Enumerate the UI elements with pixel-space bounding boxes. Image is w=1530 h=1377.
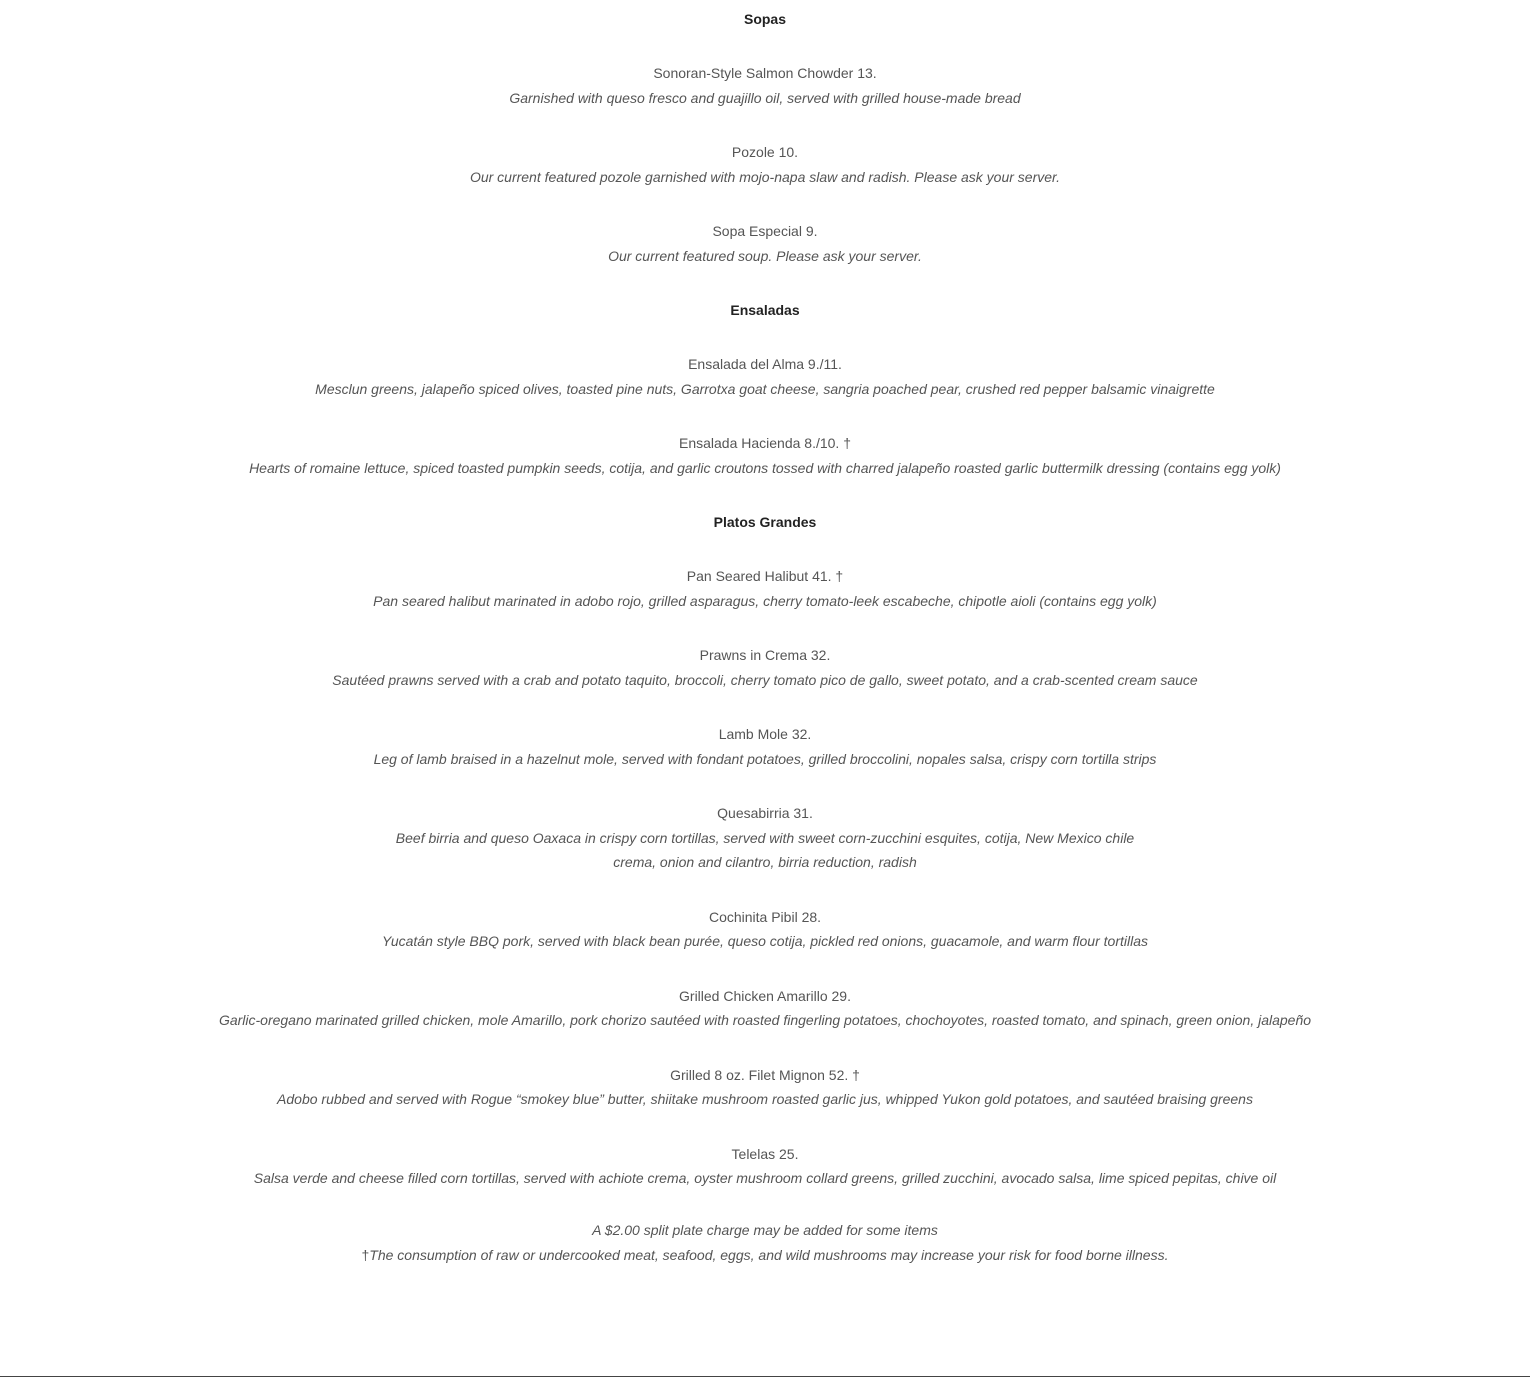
- description-line: Garnished with queso fresco and guajillo oil, served with grilled house-made bread: [509, 89, 1021, 106]
- menu-item: [0, 140, 1530, 189]
- menu-item-description: [0, 456, 1530, 481]
- menu-item-description: [0, 668, 1530, 693]
- description-line: Sautéed prawns served with a crab and potato taquito, broccoli, cherry tomato pico de gallo, sweet potato, and a crab-scented cream sauce: [332, 671, 1198, 688]
- description-line: Garlic-oregano marinated grilled chicken, mole Amarillo, pork chorizo sautéed with roasted fingerling potatoes, chochoyotes, roasted tomato, and spinach, green onion, jalapeño: [218, 1012, 1312, 1028]
- menu-item: [0, 905, 1530, 954]
- menu-item-description: [0, 747, 1530, 772]
- menu-item: [0, 1142, 1530, 1191]
- menu-item-title: Sopa Especial 9.: [712, 223, 818, 239]
- menu-item-title: Sonoran-Style Salmon Chowder 13.: [653, 65, 877, 81]
- menu-item-title: Telelas 25.: [731, 1145, 799, 1162]
- section-heading: Sopas: [743, 11, 786, 27]
- menu-item: [0, 984, 1530, 1033]
- footer-notes: [0, 1218, 1530, 1267]
- menu-item-description: [0, 165, 1530, 190]
- description-line: Salsa verde and cheese filled corn tortillas, served with achiote crema, oyster mushroom collard greens, grilled zucchini, avocado salsa, lime spiced pepitas, chive oil: [253, 1170, 1277, 1186]
- section-heading: Platos Grandes: [713, 514, 817, 530]
- description-line: Adobo rubbed and served with Rogue “smokey blue” butter, shiitake mushroom roasted garlic jus, whipped Yukon gold potatoes, and sautéed braising greens: [277, 1091, 1253, 1107]
- menu-item-title: Lamb Mole 32.: [718, 726, 812, 742]
- description-line: Mesclun greens, jalapeño spiced olives, toasted pine nuts, Garrotxa goat cheese, sangria poached pear, crushed red pepper balsamic vinaigrette: [315, 380, 1215, 397]
- menu-item-description: [0, 1166, 1530, 1191]
- consumption-warning-text: The consumption of raw or undercooked meat, seafood, eggs, and wild mushrooms may increase your risk for food borne illness.: [369, 1246, 1169, 1263]
- menu-item-title: Quesabirria 31.: [717, 805, 813, 821]
- menu-item-title: Ensalada Hacienda 8./10. †: [678, 435, 851, 451]
- menu-item-title: Grilled Chicken Amarillo 29.: [679, 987, 851, 1004]
- menu-item-description: [0, 826, 1530, 875]
- menu-item: [0, 722, 1530, 771]
- menu-item: [0, 352, 1530, 401]
- section-heading: Ensaladas: [730, 302, 800, 318]
- menu-item: [0, 564, 1530, 613]
- menu-item-title: Pan Seared Halibut 41. †: [686, 568, 844, 584]
- menu-item-description: [0, 1087, 1530, 1112]
- menu-item-description: [0, 244, 1530, 269]
- description-line: crema, onion and cilantro, birria reduction, radish: [613, 854, 917, 870]
- menu-item-description: [0, 589, 1530, 614]
- menu-item-title: Ensalada del Alma 9./11.: [688, 356, 842, 372]
- menu-item-description: [0, 1008, 1530, 1033]
- menu-item-description: [0, 377, 1530, 402]
- description-line: Hearts of romaine lettuce, spiced toasted pumpkin seeds, cotija, and garlic croutons tossed with charred jalapeño roasted garlic buttermilk dressing (contains egg yolk): [249, 459, 1281, 476]
- consumption-warning: [0, 1243, 1530, 1268]
- menu-item-title: Grilled 8 oz. Filet Mignon 52. †: [670, 1066, 860, 1083]
- dagger-symbol: †: [361, 1246, 370, 1263]
- menu-item: [0, 643, 1530, 692]
- menu-item: [0, 1063, 1530, 1112]
- menu: [0, 7, 1530, 1221]
- description-line: Yucatán style BBQ pork, served with black bean purée, queso cotija, pickled red onions, guacamole, and warm flour tortillas: [382, 933, 1148, 949]
- description-line: Leg of lamb braised in a hazelnut mole, served with fondant potatoes, grilled broccolini, nopales salsa, crispy corn tortilla strips: [373, 750, 1157, 767]
- menu-item-title: Pozole 10.: [731, 144, 799, 160]
- menu-item-title: Prawns in Crema 32.: [699, 647, 831, 663]
- menu-item: [0, 431, 1530, 480]
- menu-item-description: [0, 929, 1530, 954]
- description-line: Beef birria and queso Oaxaca in crispy corn tortillas, served with sweet corn-zucchini esquites, cotija, New Mexico chile: [395, 829, 1135, 846]
- description-line: Our current featured soup. Please ask your server.: [608, 247, 922, 264]
- menu-item: [0, 219, 1530, 268]
- menu-item: [0, 801, 1530, 875]
- menu-item-description: [0, 86, 1530, 111]
- menu-item: [0, 61, 1530, 110]
- menu-item-title: Cochinita Pibil 28.: [708, 908, 822, 925]
- description-line: Our current featured pozole garnished with mojo-napa slaw and radish. Please ask your server.: [469, 168, 1061, 185]
- split-charge-note: A $2.00 split plate charge may be added for some items: [592, 1222, 938, 1238]
- description-line: Pan seared halibut marinated in adobo rojo, grilled asparagus, cherry tomato-leek escabeche, chipotle aioli (contains egg yolk): [373, 592, 1157, 609]
